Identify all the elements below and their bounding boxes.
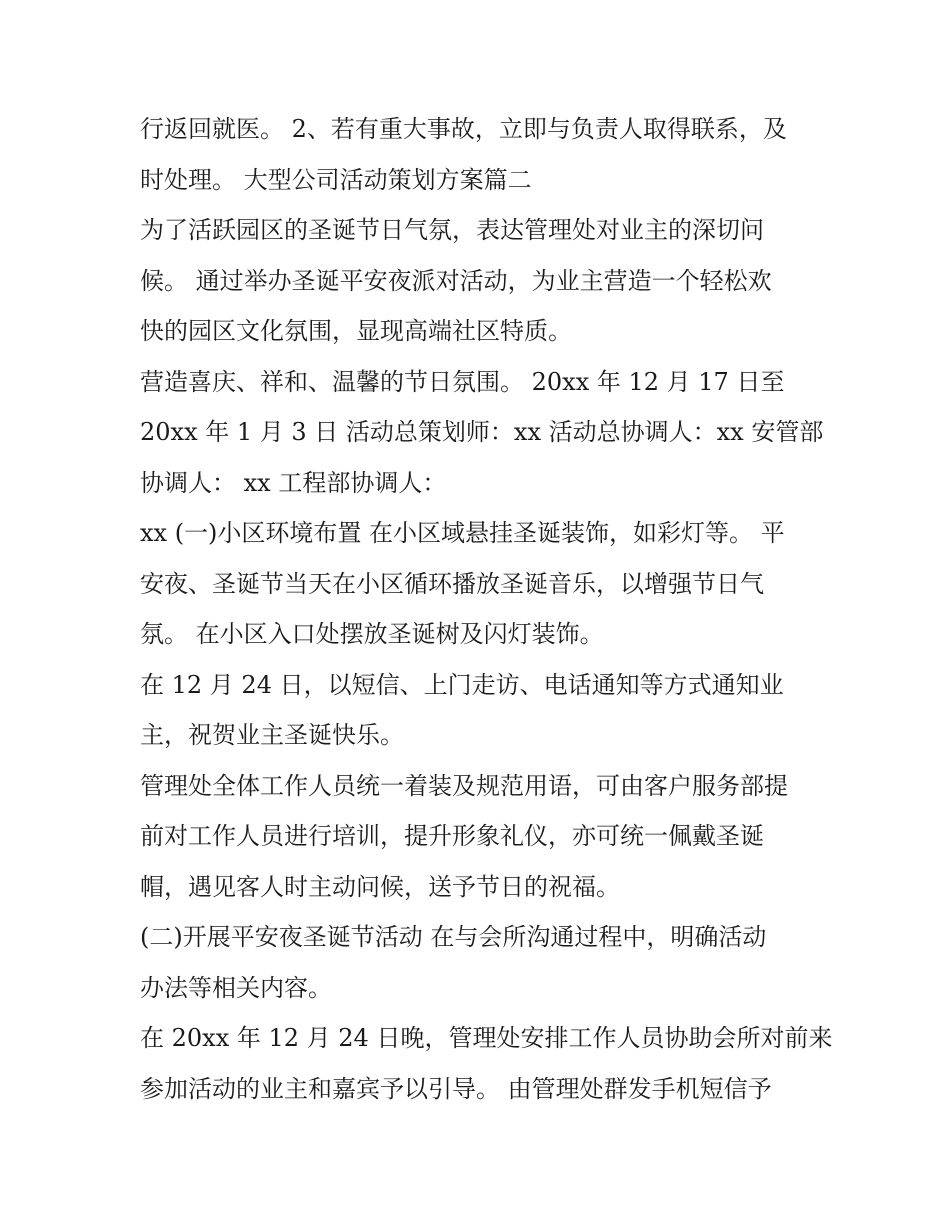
text-line: 为了活跃园区的圣诞节日气氛，表达管理处对业主的深切问 (140, 216, 764, 244)
text-line: 管理处全体工作人员统一着装及规范用语，可由客户服务部提 (140, 771, 788, 800)
document-body (140, 104, 833, 1114)
text-line: 协调人： xx 工程部协调人： (140, 468, 447, 497)
text-line: 氛。 在小区入口处摆放圣诞树及闪灯装饰。 (140, 620, 604, 648)
text-line: 候。 通过举办圣诞平安夜派对活动，为业主营造一个轻松欢 (140, 266, 772, 295)
text-line: 行返回就医。 2、若有重大事故，立即与负责人取得联系，及 (140, 115, 787, 143)
text-line: xx (一)小区环境布置 在小区域悬挂圣诞装饰，如彩灯等。 平 (140, 519, 785, 547)
text-line: 快的园区文化氛围，显现高端社区特质。 (140, 317, 572, 345)
text-line: 时处理。 大型公司活动策划方案篇二 (140, 165, 532, 194)
text-line: 帽，遇见客人时主动问候，送予节日的祝福。 (140, 872, 620, 901)
text-line: 前对工作人员进行培训，提升形象礼仪，亦可统一佩戴圣诞 (140, 822, 764, 850)
text-line: 主，祝贺业主圣诞快乐。 (140, 721, 404, 749)
text-line: 营造喜庆、祥和、温馨的节日氛围。 20xx 年 12 月 17 日至 (140, 367, 785, 396)
text-line: 参加活动的业主和嘉宾予以引导。 由管理处群发手机短信予 (140, 1074, 772, 1103)
text-line: (二)开展平安夜圣诞节活动 在与会所沟通过程中，明确活动 (140, 923, 767, 951)
text-line: 安夜、圣诞节当天在小区循环播放圣诞音乐，以增强节日气 (140, 569, 764, 598)
text-line: 办法等相关内容。 (140, 973, 332, 1002)
text-line: 在 20xx 年 12 月 24 日晚，管理处安排工作人员协助会所对前来 (140, 1024, 833, 1052)
text-line: 20xx 年 1 月 3 日 活动总策划师：xx 活动总协调人：xx 安管部 (140, 418, 824, 446)
text-line: 在 12 月 24 日，以短信、上门走访、电话通知等方式通知业 (140, 670, 784, 699)
